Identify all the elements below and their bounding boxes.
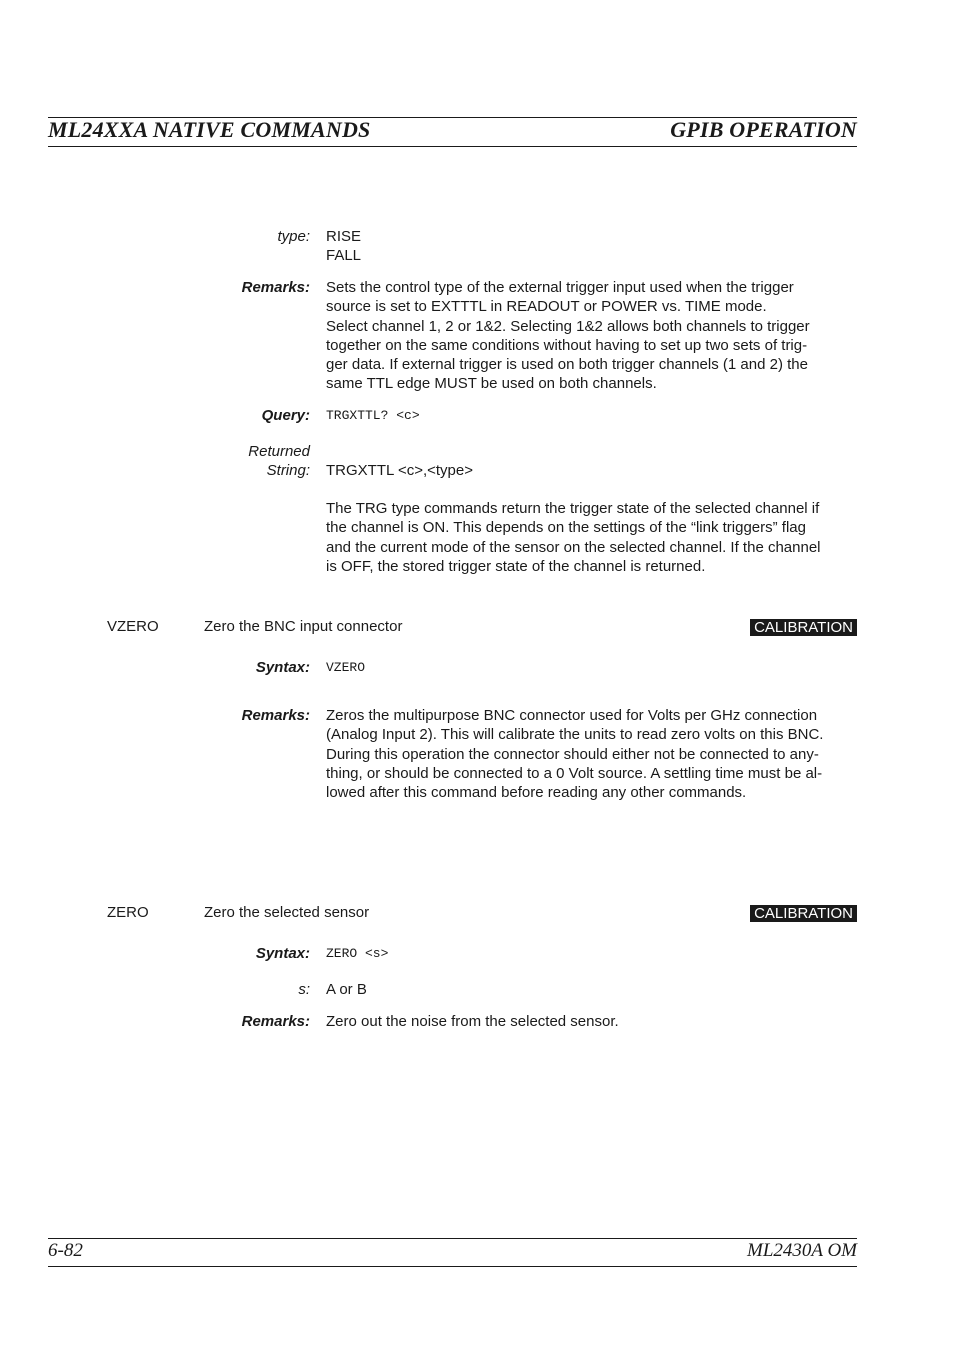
returned-string-value: TRGXTTL <c>,<type> bbox=[326, 462, 474, 479]
remarks-label: Remarks: bbox=[241, 279, 310, 296]
returned-note-line: the channel is ON. This depends on the settings of the “link triggers” flag bbox=[326, 519, 806, 537]
vzero-syntax-value: VZERO bbox=[326, 660, 366, 675]
vzero-remarks-line: thing, or should be connected to a 0 Volt source. A settling time must be al- bbox=[326, 764, 823, 782]
vzero-remarks-paragraph bbox=[326, 706, 860, 802]
zero-s-label: s: bbox=[298, 981, 310, 998]
returned-note-line: The TRG type commands return the trigger state of the selected channel if bbox=[326, 500, 820, 517]
header-bottom-rule bbox=[48, 146, 857, 147]
zero-category-badge: CALIBRATION bbox=[750, 905, 857, 922]
query-value: TRGXTTL? <c> bbox=[326, 408, 420, 423]
returned-label-line-1: Returned bbox=[248, 443, 310, 460]
zero-remarks-label: Remarks: bbox=[241, 1013, 310, 1030]
vzero-syntax-label: Syntax: bbox=[255, 659, 310, 676]
type-value-rise: RISE bbox=[326, 228, 362, 245]
returned-label-line-2: String: bbox=[266, 462, 310, 479]
footer-top-rule bbox=[48, 1238, 857, 1239]
remarks-line: source is set to EXTTTL in READOUT or POWER vs. TIME mode. bbox=[326, 298, 767, 316]
type-label: type: bbox=[277, 228, 310, 245]
vzero-remarks-line: (Analog Input 2). This will calibrate the units to read zero volts on this BNC. bbox=[326, 726, 824, 744]
footer-bottom-rule bbox=[48, 1266, 857, 1267]
type-value-fall: FALL bbox=[326, 247, 362, 264]
remarks-line: Select channel 1, 2 or 1&2. Selecting 1&2 allows both channels to trigger bbox=[326, 317, 810, 335]
remarks-paragraph bbox=[326, 278, 860, 394]
zero-syntax-value: ZERO <s> bbox=[326, 946, 389, 961]
footer-page-number: 6-82 bbox=[48, 1240, 83, 1261]
vzero-remarks-line: lowed after this command before reading any other commands. bbox=[326, 784, 747, 802]
zero-s-value: A or B bbox=[326, 981, 367, 998]
zero-description: Zero the selected sensor bbox=[204, 904, 370, 921]
footer-manual-name: ML2430A OM bbox=[747, 1240, 857, 1261]
vzero-remarks-line: During this operation the connector should either not be connected to any- bbox=[326, 745, 819, 763]
remarks-line: together on the same conditions without having to set up two sets of trig- bbox=[326, 336, 808, 354]
returned-note-paragraph bbox=[326, 499, 860, 576]
remarks-line: same TTL edge MUST be used on both channels. bbox=[326, 375, 657, 393]
header-section-title: ML24XXA NATIVE COMMANDS bbox=[48, 117, 371, 142]
zero-command-name: ZERO bbox=[107, 904, 149, 921]
query-label: Query: bbox=[261, 407, 310, 424]
vzero-remarks-line: Zeros the multipurpose BNC connector used for Volts per GHz connection bbox=[326, 707, 818, 724]
vzero-category-badge: CALIBRATION bbox=[750, 619, 857, 636]
remarks-line: Sets the control type of the external trigger input used when the trigger bbox=[326, 279, 794, 296]
zero-syntax-label: Syntax: bbox=[255, 945, 310, 962]
zero-remarks-value: Zero out the noise from the selected sensor. bbox=[326, 1013, 619, 1030]
returned-note-line: and the current mode of the sensor on the selected channel. If the channel bbox=[326, 538, 821, 556]
vzero-command-name: VZERO bbox=[107, 618, 159, 635]
returned-note-line: is OFF, the stored trigger state of the channel is returned. bbox=[326, 557, 706, 575]
vzero-remarks-label: Remarks: bbox=[241, 707, 310, 724]
vzero-description: Zero the BNC input connector bbox=[204, 618, 403, 635]
header-chapter-title: GPIB OPERATION bbox=[670, 117, 857, 142]
remarks-line: ger data. If external trigger is used on both trigger channels (1 and 2) the bbox=[326, 356, 808, 374]
